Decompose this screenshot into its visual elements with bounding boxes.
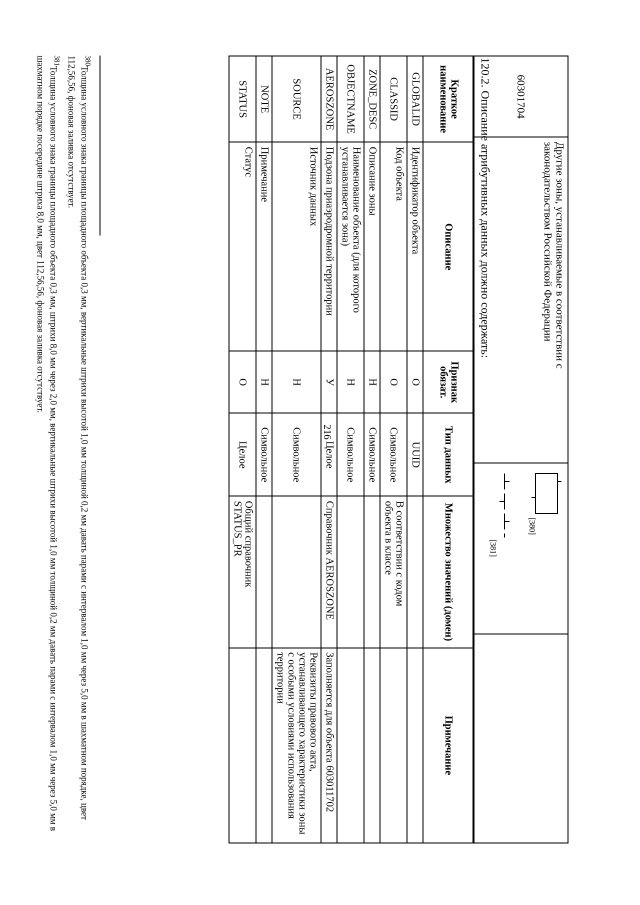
footnote-381 xyxy=(33,56,62,844)
cell-short-name: CLASSID xyxy=(380,56,407,142)
cell-note: Заполняется для объекта 603011702 xyxy=(321,648,337,843)
cell-description: Источник данных xyxy=(272,142,321,351)
cell-description: Код объекта xyxy=(380,142,407,351)
cell-description: Идентификатор объекта xyxy=(407,142,423,351)
table-row xyxy=(272,56,321,843)
cell-domain xyxy=(256,496,272,647)
cell-data-type: Символьное xyxy=(380,413,407,496)
footnotes xyxy=(31,56,100,844)
cell-domain: В соответствии с кодом объекта в классе xyxy=(380,496,407,647)
header-domain: Множество значений (домен) xyxy=(423,496,474,647)
zone-code: 60301704 xyxy=(473,56,568,137)
header-required-flag: Признак обязат. xyxy=(423,351,474,413)
cell-description: Статус xyxy=(229,142,256,351)
cell-short-name: SOURCE xyxy=(272,56,321,142)
cell-required-flag: У xyxy=(321,351,337,413)
cell-short-name: NOTE xyxy=(256,56,272,142)
cell-short-name: STATUS xyxy=(229,56,256,142)
cell-domain xyxy=(407,496,423,647)
cell-data-type: Символьное xyxy=(256,413,272,496)
cell-required-flag: Н xyxy=(272,351,321,413)
zone-empty-cell xyxy=(473,634,568,843)
cell-required-flag: Н xyxy=(337,351,364,413)
footnote-380-mark: 380 xyxy=(83,55,91,66)
table-row xyxy=(364,56,380,843)
cell-short-name: OBJECTNAME xyxy=(337,56,364,142)
cell-data-type: UUID xyxy=(407,413,423,496)
footnote-ref-381: [381] xyxy=(488,539,497,557)
cell-description: Подзона приаэродромной территории xyxy=(321,142,337,351)
footnote-380 xyxy=(64,56,93,844)
cell-data-type: Символьное xyxy=(337,413,364,496)
cell-data-type: Символьное xyxy=(272,413,321,496)
header-short-name: Краткое наименование xyxy=(423,56,474,142)
cell-required-flag: О xyxy=(229,351,256,413)
cell-data-type: Целое xyxy=(321,413,337,496)
cell-note xyxy=(364,648,380,843)
cell-domain: Общий справочник STATUS_PR xyxy=(229,496,256,647)
cell-description: Наименование объекта (для которого устанавливается зона) xyxy=(337,142,364,351)
table-row xyxy=(321,56,337,843)
cell-short-name: AEROSZONE xyxy=(321,56,337,142)
cell-note xyxy=(380,648,407,843)
attributes-header-row xyxy=(423,56,474,843)
table-row xyxy=(256,56,272,843)
cell-description: Описание зоны xyxy=(364,142,380,351)
cell-data-type: Символьное xyxy=(364,413,380,496)
cell-description: Примечание xyxy=(256,142,272,351)
cell-note xyxy=(229,648,256,843)
cell-note xyxy=(407,648,423,843)
cell-short-name: ZONE_DESC xyxy=(364,56,380,142)
table-row xyxy=(229,56,256,843)
footnote-381-text: Толщина условного знака границы площадного объекта 0,3 мм, штрихи 8,0 мм через 2,0 мм, вертикальные штрихи высотой 1,0 мм толщиной 0,2 мм давать парами с интервалом 1,0 мм через 5,0 мм в шахматном порядке посередине штриха 8,0 мм, цвет 112,56,56, фоновая заливка отсутствует. xyxy=(35,55,58,832)
table-row xyxy=(380,56,407,843)
cell-required-flag: Н xyxy=(256,351,272,413)
footnote-381-mark: 381 xyxy=(52,55,60,66)
cell-domain xyxy=(364,496,380,647)
boundary-symbol-381-icon xyxy=(480,468,520,588)
footnote-ref-380: [380] xyxy=(527,517,536,535)
footnote-divider xyxy=(99,56,100,236)
cell-required-flag: Н xyxy=(364,351,380,413)
cell-domain xyxy=(272,496,321,647)
page-number: 216 xyxy=(321,424,332,440)
cell-short-name: GLOBALID xyxy=(407,56,423,142)
header-note: Примечание xyxy=(423,648,474,843)
cell-domain xyxy=(337,496,364,647)
cell-domain: Справочник AEROSZONE xyxy=(321,496,337,647)
header-data-type: Тип данных xyxy=(423,413,474,496)
table-row xyxy=(337,56,364,843)
section-title: 120.2. Описание атрибутивных данных должно содержать: xyxy=(478,57,492,359)
table-row xyxy=(407,56,423,843)
attributes-table xyxy=(228,56,474,844)
cell-required-flag: О xyxy=(380,351,407,413)
zone-description: Другие зоны, устанавливаемые в соответствии с законодательством Российской Федерации xyxy=(473,137,568,463)
zone-symbol-cell xyxy=(473,463,568,634)
cell-data-type: Целое xyxy=(229,413,256,496)
footnote-380-text: Толщина условного знака границы площадного объекта 0,3 мм, вертикальные штрихи высотой 1,0 мм толщиной 0,2 мм давать парами с интервалом 1,0 мм через 5,0 мм в шахматном порядке, цвет 112,56,56, фоновая заливка отсутствует. xyxy=(66,55,89,820)
cell-note xyxy=(256,648,272,843)
boundary-symbol-380-icon xyxy=(523,468,563,588)
cell-note: Реквизиты правового акта, устанавливающего характеристики зоны с особыми условиями использования территории xyxy=(272,648,321,843)
cell-required-flag: О xyxy=(407,351,423,413)
header-description: Описание xyxy=(423,142,474,351)
cell-note xyxy=(337,648,364,843)
